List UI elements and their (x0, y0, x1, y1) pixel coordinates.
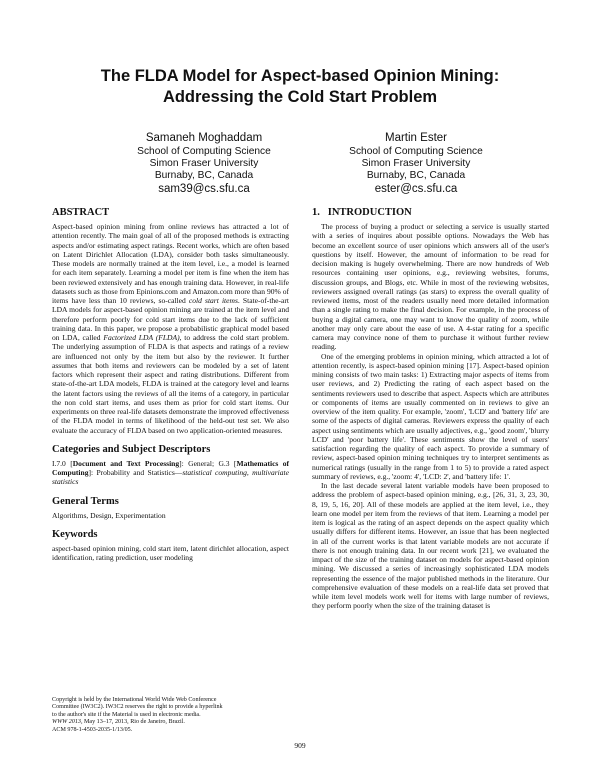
paper-title (40, 66, 560, 108)
categories-heading: Categories and Subject Descriptors (52, 443, 211, 455)
author-department: School of Computing Science (137, 146, 271, 157)
right-column (312, 206, 549, 611)
author-department: School of Computing Science (349, 146, 483, 157)
author-block-1 (104, 131, 304, 196)
intro-paragraph: The process of buying a product or selecting a service is usually started with a series of inquires about possible options. Nowadays the Web has become an excellent source of user opinions which answers all of the user's questions by itself. However, the amount of information to be read for decision making is hugely overwhelming. There are now hundreds of Web resources containing user opinions, e.g., reviewing websites, forums, discussion groups, and Blogs, etc. While in most of the reviewing websites, reviewers assigned overall ratings (as stars) to express the overall quality of reviewed items, most of the readers usually need more detailed information than a single rating to make the final decision. For example, in the process of buying a digital camera, one may want to know the quality of zoom, while another may only care about the ease of use. A 4-star rating for a specific camera may convince none of them to purchase it without further review reading. (312, 222, 549, 352)
keywords-heading: Keywords (52, 528, 98, 540)
author-email: sam39@cs.sfu.ca (158, 183, 250, 195)
author-university: Simon Fraser University (361, 158, 471, 169)
general-terms-text: Algorithms, Design, Experimentation (52, 510, 166, 520)
author-location: Burnaby, BC, Canada (154, 170, 254, 181)
author-location: Burnaby, BC, Canada (366, 170, 466, 181)
page-number: 909 (294, 741, 306, 750)
intro-paragraph: In the last decade several latent variable models have been proposed to address the problem of aspect-based opinion mining, e.g., [26, 31, 3, 23, 30, 8, 19, 5, 16, 20]. All of these models are applied at the item level, i.e., they learn one model per item from the reviews of that item. Learning a model per item is logical as the rating of an aspect depends on the aspect quality which usually differs for different items. However, an issue that has been neglected in all of the current works is that latent variable models are not accurate if there is not enough training data. In our recent work [21], we evaluated the impact of the size of the training dataset on models for aspect-based opinion mining. We discussed a series of increasingly sophisticated LDA models representing the essence of the major published methods in the literature. Our comprehensive evaluation of these models on a real-life data set proved that while item level models work well for items with large number of reviews, they perform poorly when the size of the training dataset is (312, 481, 549, 611)
author-block-2 (316, 131, 516, 196)
introduction-heading: 1. INTRODUCTION (312, 207, 412, 218)
abstract-text: Aspect-based opinion mining from online reviews has attracted a lot of attention recently. The main goal of all of the proposed methods is extracting aspects and/or estimating aspect ratings. Recent works, which are often based on Latent Dirichlet Allocation (LDA), consider both tasks simultaneously. These models are normally trained at the item level, i.e., a model is learned for each item separately. Learning a model per item is fine when the item has been reviewed extensively and has enough training data. However, in real-life datasets such as those from Epinions.com and Amazon.com more than 90% of items have less than 10 reviews, so-called cold start items. State-of-the-art LDA models for aspect-based opinion mining are trained at the item level and therefore perform poorly for cold start items due to the lack of sufficient training data. In this paper, we propose a probabilistic graphical model based on LDA, called Factorized LDA (FLDA), to address the cold start problem. The underlying assumption of FLDA is that aspects and ratings of a review are influenced not only by the item but also by the reviewer. It further assumes that both items and reviewers can be modeled by a set of latent factors which represent their aspect and rating distributions. Different from state-of-the-art LDA models, FLDA is trained at the category level and learns the latent factors using the reviews of all the items of a category, in particular the non cold start items, and uses them as prior for cold start items. Our experiments on three real-life datasets demonstrate the improved effectiveness of the FLDA model in terms of likelihood of the held-out test set. We also evaluate the accuracy of FLDA based on two application-oriented measures. (52, 222, 290, 435)
author-university: Simon Fraser University (149, 158, 259, 169)
author-email: ester@cs.sfu.ca (374, 183, 458, 195)
general-terms-heading: General Terms (52, 495, 119, 507)
title-line-1: The FLDA Model for Aspect-based Opinion Mining: (100, 67, 500, 85)
abstract-heading: ABSTRACT (52, 207, 110, 218)
keywords-text: aspect-based opinion mining, cold start item, latent dirichlet allocation, aspect identification, rating prediction, user modeling (52, 543, 289, 562)
intro-paragraph: One of the emerging problems in opinion mining, which attracted a lot of attention recently, is aspect-based opinion mining [17]. Aspect-based opinion mining consists of two main tasks: 1) Extracting major aspects of items from user reviews, and 2) Predicting the rating of each aspect based on the sentiments reviewers used to describe that aspect. Aspects which are attributes or components of items are usually commented on in reviews to give an overview of the item quality. For example, 'zoom', 'LCD' and 'battery life' are some of the aspects of digital cameras. Reviewers express the quality of each aspect using sentiments which are usually adjectives, e.g., 'good zoom', 'blurry LCD' and 'poor battery life'. These sentiments show the level of users' satisfaction regarding the quality of each aspect. To provide a summary of review, aspect-based opinion mining techniques try to interpret sentiments as numerical ratings (usually in the range from 1 to 5) to provide a rated aspect summary of reviews, e.g., 'zoom: 4', 'LCD: 2', and 'battery life: 1'. (312, 351, 549, 481)
copyright-notice: Copyright is held by the International World Wide Web Conference Committee (IW3C2). IW3C2 reserves the right to provide a hyperlink to the author's site if the Material is used in electronic media. WWW 2013, May 13–17, 2013, Rio de Janeiro, Brazil. ACM 978-1-4503-2035-1/13/05. (52, 697, 223, 733)
title-line-2: Addressing the Cold Start Problem (162, 88, 438, 106)
left-column (52, 206, 289, 562)
categories-text: I.7.0 [Document and Text Processing]: General; G.3 [Mathematics of Computing]: Probability and Statistics—statistical computing, multivariate statistics (52, 458, 290, 487)
author-name: Samaneh Moghaddam (145, 132, 263, 144)
author-name: Martin Ester (385, 132, 447, 144)
